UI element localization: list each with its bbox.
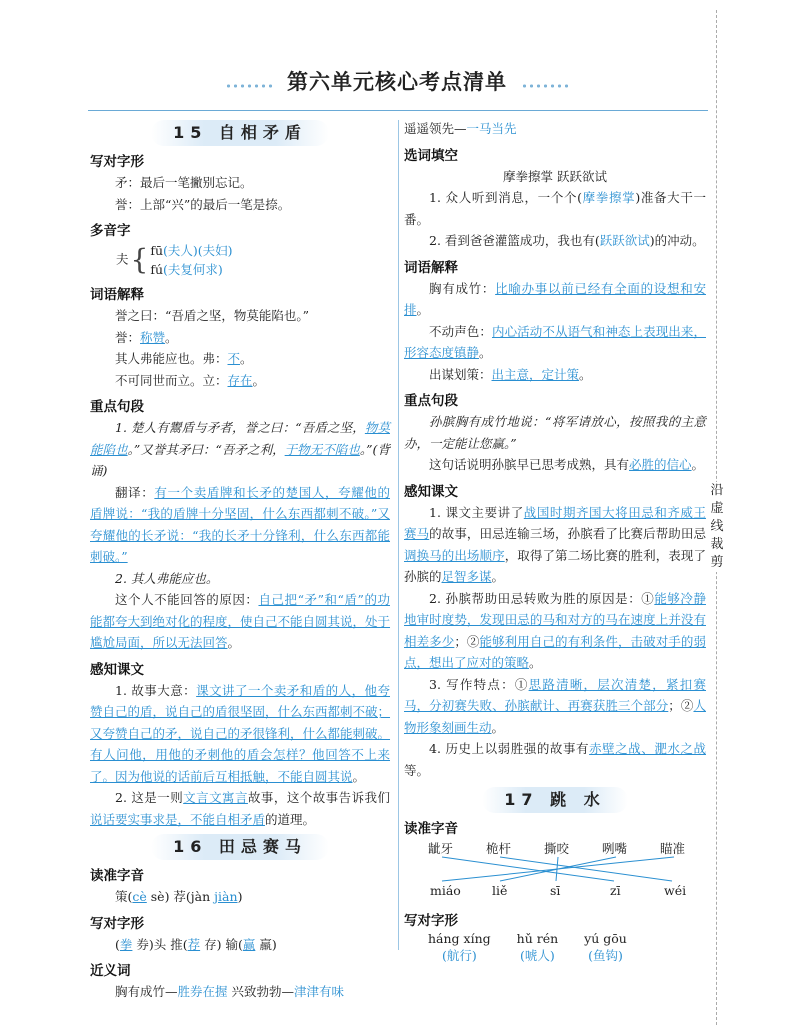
text-line: 誉之曰：“吾盾之坚，物莫能陷也。” [115, 308, 310, 323]
answer: 摩拳擦掌 [582, 190, 636, 205]
section-heading: 词语解释 [90, 287, 144, 303]
answer: 课文讲了一个卖矛和盾的人，他夸赞自己的盾，说自己的盾很坚固，什么东西都刺不破；又夸赞自己的矛，说自己的矛很锋利，什么都能刺破。有人问他，用他的矛刺他的盾会怎样？他回答不上来了。因为他说的话前后互相抵触，不能自圆其说 [90, 682, 391, 784]
section-heading: 写对字形 [404, 913, 458, 929]
section-heading: 选词填空 [404, 147, 458, 164]
key-passage: 孙膑胸有成竹地说：“将军请放心，按照我的主意办，一定能让您赢。” [404, 414, 706, 451]
text-line: 2. 看到爸爸灌篮成功，我也有(跃跃欲试)的冲动。 [429, 233, 705, 248]
answer: 津津有味 [294, 984, 345, 999]
answer: 调换马的出场顺序 [404, 547, 505, 563]
pinyin: háng xíng [428, 931, 491, 946]
translation: 翻译：有一个卖盾牌和长矛的楚国人，夸耀他的盾牌说：“我的盾牌十分坚固，什么东西都刺不破。”又夸耀他的长矛说：“我的长矛十分锋利，什么东西都能刺破。” [90, 484, 390, 564]
answer: (航行) [441, 948, 477, 963]
text-line: 2. 其人弗能应也。 [115, 570, 219, 586]
text-line: 策(cè sè) 荐(jàn jiàn) [115, 889, 243, 904]
answer: 人物形象刻画生动 [404, 698, 706, 735]
cut-instruction [708, 482, 726, 572]
section-heading: 写对字形 [90, 915, 144, 932]
answer: 荐 [187, 936, 201, 952]
text-line: 矛：最后一笔撇别忘记。 [115, 175, 253, 190]
answer: (唬人) [520, 948, 555, 963]
title-rule [88, 110, 708, 111]
lesson-name: 田忌赛马 [218, 837, 307, 856]
polyphone-block [90, 241, 390, 279]
text-line: 出谋划策：出主意，定计策。 [429, 366, 592, 382]
text-line: 这个人不能回答的原因：自己把“矛”和“盾”的功能都夸大到绝对化的程度，使自己不能自圆其说，处于尴尬局面，所以无法回答。 [90, 592, 391, 650]
match-pinyin: sī [550, 883, 561, 898]
match-word: 撕咬 [544, 841, 570, 856]
column-divider [398, 120, 399, 950]
pinyin: fú [150, 262, 164, 277]
answer: 足智多谋 [441, 569, 492, 584]
right-column [404, 118, 706, 965]
text-line: 不动声色：内心活动不从语气和神态上表现出来，形容态度镇静。 [404, 323, 706, 360]
answer: 赤壁之战、淝水之战 [589, 741, 706, 756]
match-pinyin: miáo [430, 883, 461, 898]
pinyin-item [517, 931, 559, 965]
match-word: 咧嘴 [602, 841, 628, 856]
text-line: 遥遥领先—一马当先 [404, 121, 517, 136]
section-heading: 写对字形 [90, 154, 144, 170]
answer: 跃跃欲试 [599, 233, 650, 248]
lesson-number: 16 [173, 837, 208, 856]
lesson-name: 自相矛盾 [218, 123, 307, 142]
text-line: 2. 这是一则文言文寓言故事，这个故事告诉我们说话要实事求是，不能自相矛盾的道理。 [90, 790, 390, 827]
answer: 赢 [242, 936, 256, 952]
text-line: 誉：称赞。 [115, 329, 178, 345]
match-word: 龇牙 [428, 841, 454, 856]
text-line: 其人弗能应也。弗：不。 [115, 351, 253, 366]
left-column [90, 118, 390, 1003]
section-heading: 感知课文 [90, 661, 144, 678]
lesson-17-heading [404, 787, 706, 813]
pinyin: fū [150, 243, 164, 258]
key-passage: 1. 楚人有鬻盾与矛者，誉之曰：“吾盾之坚，物莫能陷也。”又誉其矛曰：“吾矛之利，于物无不陷也。”(背诵) [90, 420, 390, 478]
matching-exercise [424, 839, 706, 905]
text-line: 这句话说明孙膑早已思考成熟，具有必胜的信心。 [429, 457, 705, 472]
word-choices: 摩拳擦掌 跃跃欲试 [503, 168, 607, 184]
answer: cè [132, 889, 147, 904]
match-pinyin: wéi [664, 883, 687, 898]
text-line: (拳 券)头 推(荐 存) 输(赢 羸) [115, 936, 277, 952]
pinyin-item [428, 931, 491, 965]
answer: 文言文寓言 [183, 790, 248, 805]
cut-char: 虚 [710, 501, 724, 516]
answer: 物莫能陷也 [90, 420, 390, 457]
answer: 一马当先 [466, 121, 517, 136]
lesson-number: 15 [173, 123, 208, 142]
section-heading: 近义词 [90, 963, 131, 979]
page-title: 第六单元核心考点清单 [287, 70, 507, 94]
answer: (夫复何求) [163, 262, 223, 277]
section-heading: 重点句段 [90, 399, 144, 415]
section-heading: 感知课文 [404, 483, 458, 500]
text-line: 1. 课文主要讲了战国时期齐国大将田忌和齐威王赛马的故事，田忌连输三场，孙膑看了比赛后帮助田忌调换马的出场顺序，取得了第二场比赛的胜利，表现了孙膑的足智多谋。 [404, 504, 706, 584]
section-heading: 读准字音 [404, 821, 458, 837]
answer: (夫人)(夫妇) [163, 243, 233, 258]
lesson-number: 17 [504, 790, 539, 809]
answer: 战国时期齐国大将田忌和齐威王赛马 [404, 504, 706, 541]
match-lines [424, 855, 704, 883]
text-line: 胸有成竹—胜券在握 兴致勃勃—津津有味 [115, 984, 345, 999]
title-dots-left [225, 84, 273, 88]
text-line: 胸有成竹：比喻办事以前已经有全面的设想和安排。 [404, 280, 706, 317]
section-heading: 词语解释 [404, 259, 458, 276]
text-line: 1. 众人听到消息，一个个(摩拳擦掌)准备大干一番。 [404, 190, 706, 227]
section-heading: 重点句段 [404, 393, 458, 409]
text-line: 誉：上部“兴”的最后一笔是捺。 [115, 196, 291, 212]
section-heading: 读准字音 [90, 868, 144, 884]
match-pinyin: liě [492, 883, 508, 898]
answer: 思路清晰，层次清楚，紧扣赛马，分初赛失败、孙膑献计、再赛获胜三个部分 [404, 676, 706, 713]
pinyin-write-row [404, 931, 706, 965]
answer: jiàn [214, 889, 238, 904]
lesson-16-heading [90, 834, 390, 860]
polyphone-char: 夫 [116, 251, 129, 267]
answer: 有一个卖盾牌和长矛的楚国人，夸耀他的盾牌说：“我的盾牌十分坚固，什么东西都刺不破。”又夸耀他的长矛说：“我的长矛十分锋利，什么东西都能刺破。” [90, 484, 390, 564]
cut-char: 线 [710, 519, 724, 534]
text-line: 1. 故事大意：课文讲了一个卖矛和盾的人，他夸赞自己的盾，说自己的盾很坚固，什么东西都刺不破；又夸赞自己的矛，说自己的矛很锋利，什么都能刺破。有人问他，用他的矛刺他的盾会怎样？他回答不上来了。因为他说的话前后互相抵触，不能自圆其说。 [90, 682, 391, 784]
pinyin: yú gōu [584, 931, 627, 946]
match-word: 瞄准 [660, 841, 686, 856]
match-word: 桅杆 [486, 841, 512, 856]
answer: 自己把“矛”和“盾”的功能都夸大到绝对化的程度，使自己不能自圆其说，处于尴尬局面，所以无法回答 [90, 592, 391, 650]
answer: 称赞 [140, 329, 166, 345]
answer: 内心活动不从语气和神态上表现出来，形容态度镇静 [404, 323, 706, 360]
text-line: 2. 孙膑帮助田忌转败为胜的原因是：①能够冷静地审时度势，发现田忌的马和对方的马在速度上并没有相差多少；②能够利用自己的有利条件，击破对手的弱点，想出了应对的策略。 [404, 590, 706, 670]
cut-char: 沿 [710, 483, 724, 498]
answer: 比喻办事以前已经有全面的设想和安排 [404, 280, 706, 317]
cut-char: 剪 [710, 555, 724, 570]
answer: 存在 [227, 372, 253, 388]
title-bar [0, 66, 794, 96]
text-line: 3. 写作特点：①思路清晰，层次清楚，紧扣赛马，分初赛失败、孙膑献计、再赛获胜三个部分；②人物形象刻画生动。 [404, 676, 706, 735]
answer: 不 [227, 351, 241, 366]
answer: 必胜的信心 [629, 457, 692, 472]
brace-icon: { [130, 243, 149, 276]
pinyin: hǔ rén [516, 931, 559, 946]
title-dots-right [521, 84, 569, 88]
answer: 说话要实事求是，不能自相矛盾 [90, 811, 266, 827]
answer: 出主意，定计策 [491, 366, 580, 382]
answer: 拳 [119, 936, 133, 952]
answer: (鱼钩) [588, 948, 623, 963]
text-line: 不可同世而立。立：存在。 [115, 372, 266, 388]
answer: 胜券在握 [177, 984, 228, 999]
match-pinyin: zī [610, 883, 621, 898]
answer: 能够利用自己的有利条件，击破对手的弱点，想出了应对的策略 [404, 633, 706, 670]
answer: 于物无不陷也 [284, 441, 360, 457]
answer: 能够冷静地审时度势，发现田忌的马和对方的马在速度上并没有相差多少 [404, 590, 706, 649]
lesson-name: 跳 水 [550, 790, 606, 809]
pinyin-item [584, 931, 627, 965]
section-heading: 多音字 [90, 223, 131, 239]
lesson-15-heading [90, 120, 390, 146]
cut-char: 裁 [710, 537, 724, 552]
text-line: 4. 历史上以弱胜强的故事有赤壁之战、淝水之战等。 [404, 741, 706, 778]
